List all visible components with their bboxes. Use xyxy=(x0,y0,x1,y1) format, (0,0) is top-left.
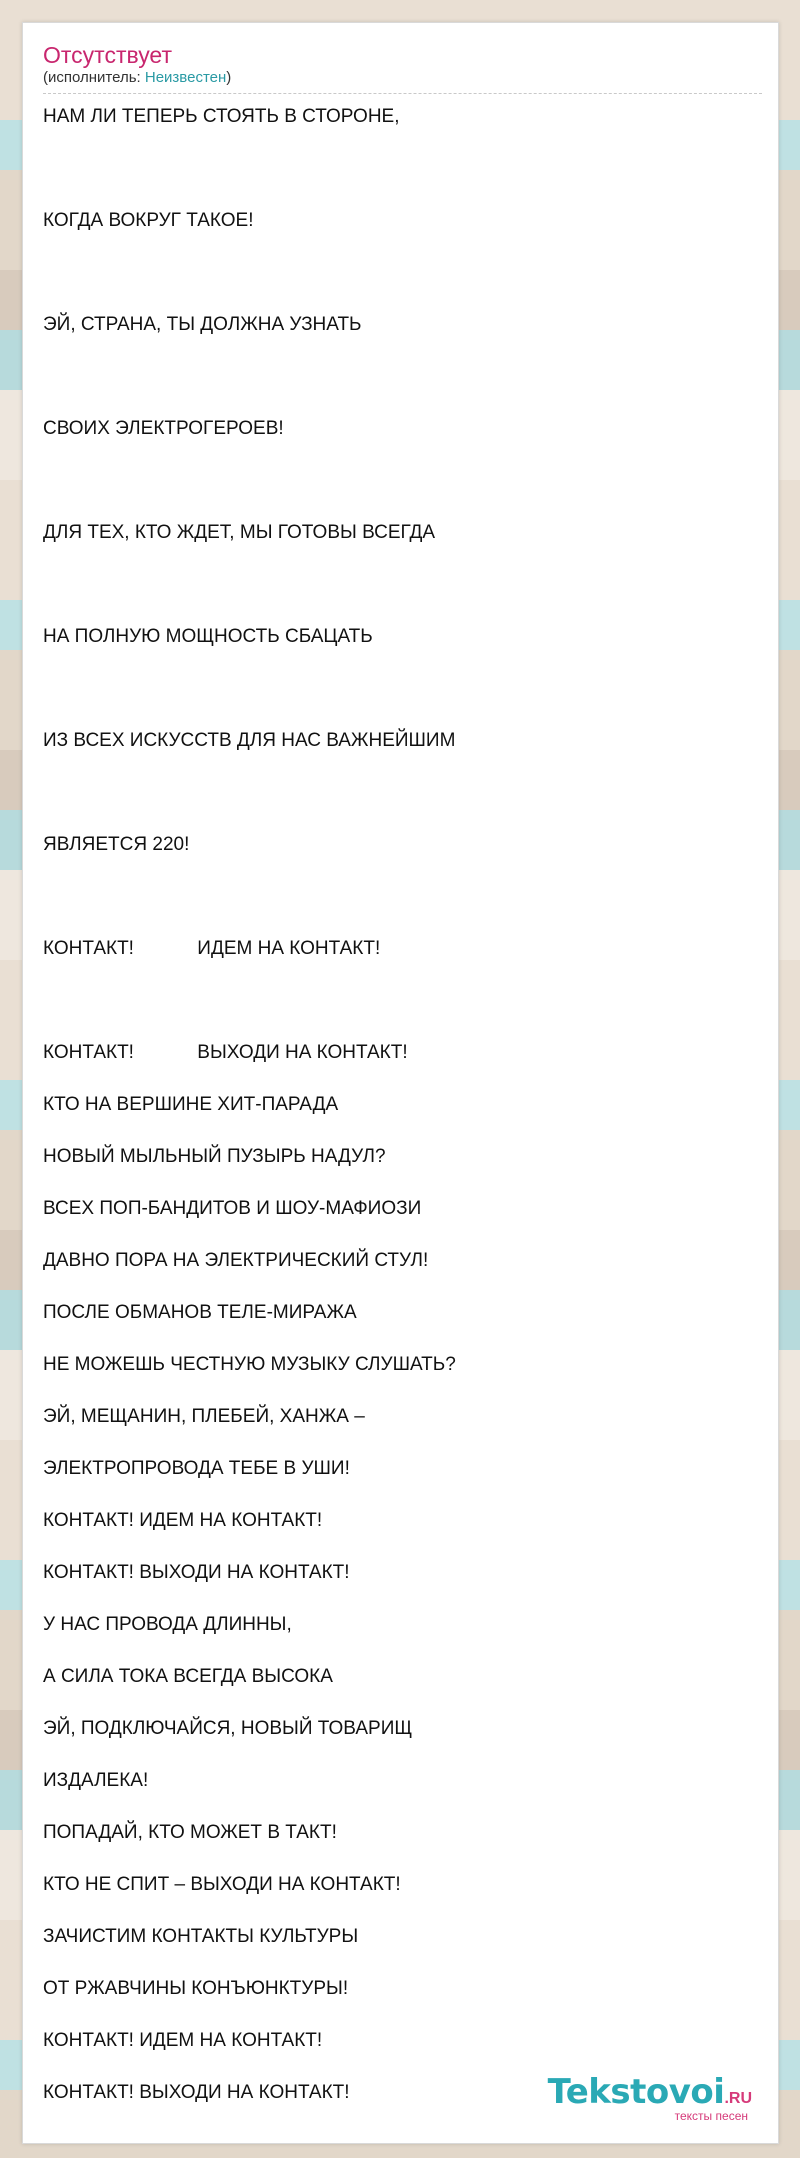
performer-line xyxy=(43,69,738,87)
lyric-line: КОНТАКТ! ВЫХОДИ НА КОНТАКТ! xyxy=(43,2082,350,2103)
lyric-line: КОГДА ВОКРУГ ТАКОЕ! xyxy=(43,210,254,231)
logo-name: Tekstovoi xyxy=(547,2072,725,2112)
logo-tagline: тексты песен xyxy=(674,2109,748,2123)
lyric-line: КОНТАКТ! ИДЕМ НА КОНТАКТ! xyxy=(43,938,381,959)
lyric-line: КОНТАКТ! ВЫХОДИ НА КОНТАКТ! xyxy=(43,1042,408,1063)
lyric-line: ЯВЛЯЕТСЯ 220! xyxy=(43,834,190,855)
lyric-line: У НАС ПРОВОДА ДЛИННЫ, xyxy=(43,1614,292,1635)
header-divider xyxy=(43,93,762,94)
performer-prefix: (исполнитель: xyxy=(43,69,145,86)
lyric-line: КОНТАКТ! ИДЕМ НА КОНТАКТ! xyxy=(43,1510,323,1531)
lyric-line: ПОСЛЕ ОБМАНОВ ТЕЛЕ-МИРАЖА xyxy=(43,1302,357,1323)
lyric-line: ПОПАДАЙ, КТО МОЖЕТ В ТАКТ! xyxy=(43,1822,337,1843)
lyric-line: НЕ МОЖЕШЬ ЧЕСТНУЮ МУЗЫКУ СЛУШАТЬ? xyxy=(43,1354,456,1375)
lyric-line: ДЛЯ ТЕХ, КТО ЖДЕТ, МЫ ГОТОВЫ ВСЕГДА xyxy=(43,522,436,543)
lyric-line: НА ПОЛНУЮ МОЩНОСТЬ СБАЦАТЬ xyxy=(43,626,373,647)
performer-link[interactable]: Неизвестен xyxy=(144,69,227,86)
lyric-line: СВОИХ ЭЛЕКТРОГЕРОЕВ! xyxy=(43,418,284,439)
song-title: Отсутствует xyxy=(43,42,172,68)
lyric-line: ЭЙ, МЕЩАНИН, ПЛЕБЕЙ, ХАНЖА – xyxy=(43,1406,365,1427)
performer-suffix: ) xyxy=(226,69,232,86)
lyric-line: ЗАЧИСТИМ КОНТАКТЫ КУЛЬТУРЫ xyxy=(43,1926,359,1947)
logo-suffix: .RU xyxy=(724,2090,752,2107)
lyric-line: ИЗ ВСЕХ ИСКУССТВ ДЛЯ НАС ВАЖНЕЙШИМ xyxy=(43,730,456,751)
lyric-line: ОТ РЖАВЧИНЫ КОНЪЮНКТУРЫ! xyxy=(43,1978,349,1999)
lyric-line: ЭЙ, СТРАНА, ТЫ ДОЛЖНА УЗНАТЬ xyxy=(43,314,362,335)
lyric-line: НАМ ЛИ ТЕПЕРЬ СТОЯТЬ В СТОРОНЕ, xyxy=(43,106,400,127)
lyric-line: ЭЙ, ПОДКЛЮЧАЙСЯ, НОВЫЙ ТОВАРИЩ xyxy=(43,1718,413,1739)
song-header xyxy=(43,41,738,87)
lyric-line: ЭЛЕКТРОПРОВОДА ТЕБЕ В УШИ! xyxy=(43,1458,350,1479)
lyric-line: ДАВНО ПОРА НА ЭЛЕКТРИЧЕСКИЙ СТУЛ! xyxy=(43,1250,429,1271)
site-logo[interactable] xyxy=(547,2072,752,2123)
lyric-line: КТО НА ВЕРШИНЕ ХИТ-ПАРАДА xyxy=(43,1094,339,1115)
lyric-line: КОНТАКТ! ВЫХОДИ НА КОНТАКТ! xyxy=(43,1562,350,1583)
lyric-line: КОНТАКТ! ИДЕМ НА КОНТАКТ! xyxy=(43,2030,323,2051)
lyric-line: А СИЛА ТОКА ВСЕГДА ВЫСОКА xyxy=(43,1666,333,1687)
lyric-line: НОВЫЙ МЫЛЬНЫЙ ПУЗЫРЬ НАДУЛ? xyxy=(43,1146,386,1167)
lyrics-card xyxy=(22,22,779,2144)
lyric-line: КТО НЕ СПИТ – ВЫХОДИ НА КОНТАКТ! xyxy=(43,1874,401,1895)
lyric-line: ВСЕХ ПОП-БАНДИТОВ И ШОУ-МАФИОЗИ xyxy=(43,1198,422,1219)
lyric-line: ИЗДАЛЕКА! xyxy=(43,1770,149,1791)
